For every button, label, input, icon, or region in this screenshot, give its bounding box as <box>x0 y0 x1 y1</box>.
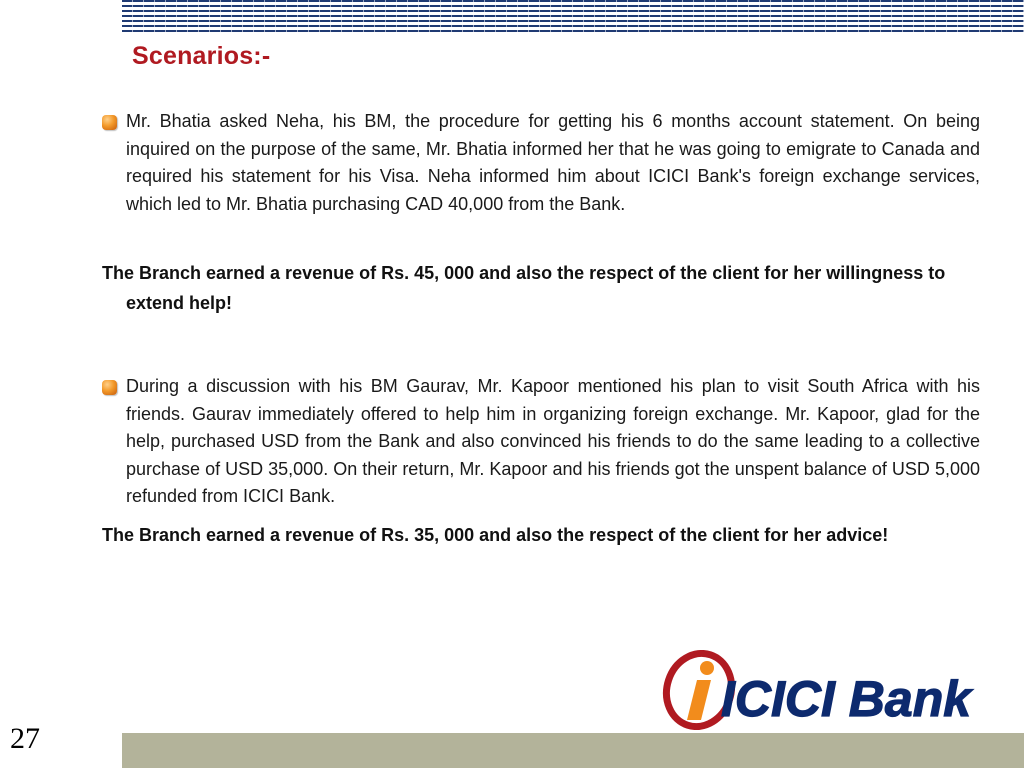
logo-wordmark: ICICI Bank <box>721 671 972 727</box>
scenario-2-text: During a discussion with his BM Gaurav, Mr. Kapoor mentioned his plan to visit South Africa with his friends. Gaurav immediately offered to help him in organizing foreign exchange. Mr. Kapoor, glad for the help, purchased USD from the Bank and also convinced his friends to do the same leading to a collective purchase of USD 35,000. On their return, Mr. Kapoor and his friends got the unspent balance of USD 5,000 refunded from ICICI Bank. <box>126 376 980 506</box>
header-stripes <box>122 0 1024 34</box>
page-number: 27 <box>10 722 40 755</box>
bullet-icon <box>102 115 117 130</box>
scenario-2-outcome: The Branch earned a revenue of Rs. 35, 000 and also the respect of the client for her advice! <box>102 525 889 545</box>
slide-title: Scenarios:- <box>132 42 271 70</box>
footer-bar <box>122 733 1024 768</box>
scenario-1 <box>102 108 980 218</box>
icici-bank-logo <box>657 650 1002 730</box>
logo-dot-icon <box>700 661 714 675</box>
scenario-1-outcome: The Branch earned a revenue of Rs. 45, 000 and also the respect of the client for her willingness to extend help! <box>102 263 946 313</box>
scenario-1-text: Mr. Bhatia asked Neha, his BM, the procedure for getting his 6 months account statement. On being inquired on the purpose of the same, Mr. Bhatia informed her that he was going to emigrate to Canada and required his statement for his Visa. Neha informed him about ICICI Bank's foreign exchange services, which led to Mr. Bhatia purchasing CAD 40,000 from the Bank. <box>126 111 980 214</box>
bullet-icon <box>102 380 117 395</box>
scenario-2 <box>102 373 980 511</box>
logo-i-stroke-icon <box>687 680 711 720</box>
